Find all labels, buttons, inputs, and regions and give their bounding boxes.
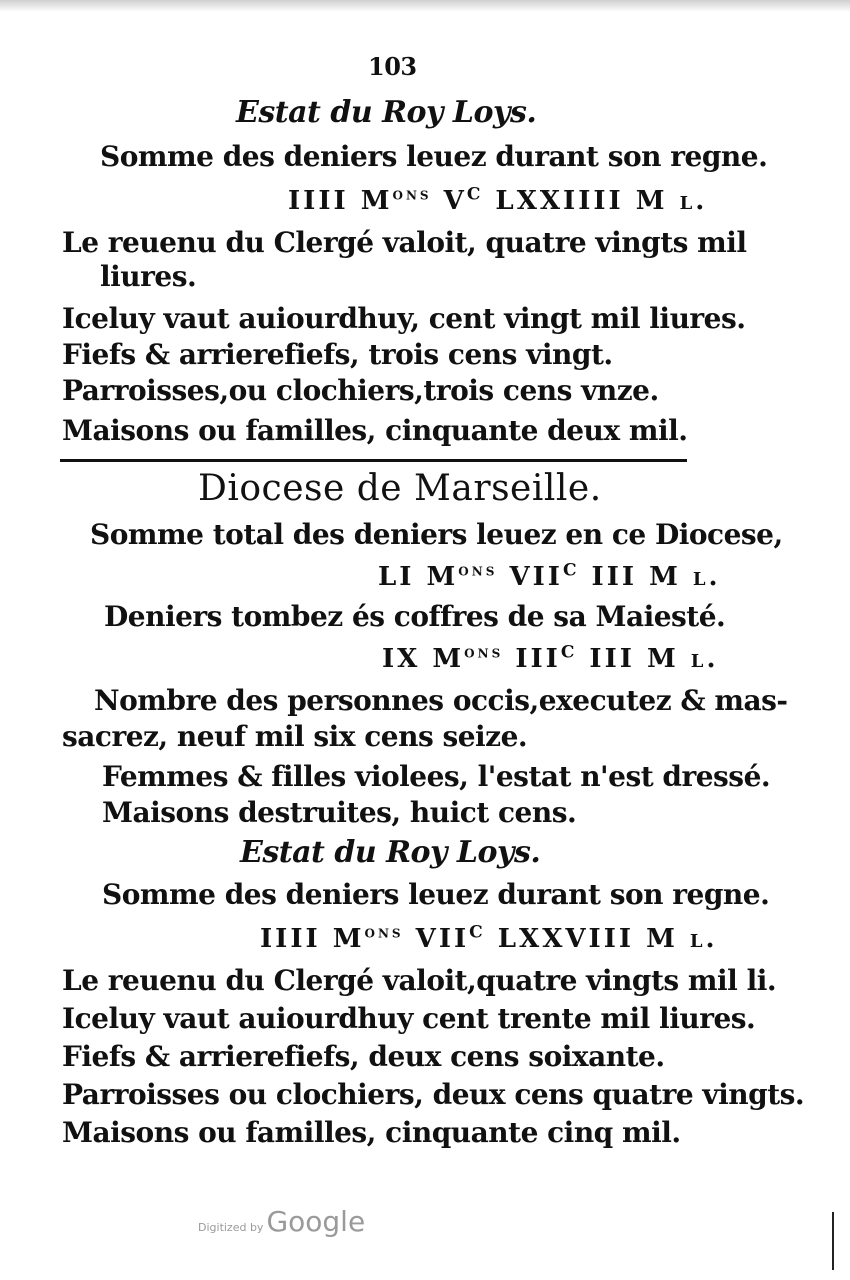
text-line: Fiefs & arrierefiefs, trois cens vingt.	[62, 338, 613, 371]
text-line: Deniers tombez és coffres de sa Maiesté.	[104, 600, 726, 633]
text-line: Somme des deniers leuez durant son regne.	[100, 140, 768, 173]
text-line: Parroisses,ou clochiers,trois cens vnze.	[62, 374, 659, 407]
amount-line: IIII $M^{ons}$ $V^C$ LXXIIII M l.	[288, 184, 708, 216]
text-line: Iceluy vaut auiourdhuy, cent vingt mil liures.	[62, 302, 746, 335]
watermark-prefix: Digitized by	[198, 1221, 264, 1234]
page-edge-mark	[832, 1212, 834, 1270]
text-line: Iceluy vaut auiourdhuy cent trente mil liures.	[62, 1002, 756, 1035]
text-line: Fiefs & arrierefiefs, deux cens soixante.	[62, 1040, 665, 1073]
amount-line: IX $M^{ons}$ $III^C$ III M l.	[382, 642, 719, 674]
page-number: 103	[368, 52, 417, 81]
section-title-roy-loys: Estat du Roy Loys.	[236, 95, 537, 130]
text-line: Nombre des personnes occis,executez & mas-	[94, 684, 788, 717]
amount-line: IIII $M^{ons}$ $VII^C$ LXXVIII M l.	[260, 922, 718, 954]
text-line: Le reuenu du Clergé valoit, quatre vingts mil	[62, 226, 747, 259]
text-line: Somme total des deniers leuez en ce Diocese,	[90, 518, 783, 551]
section-title-roy-loys: Estat du Roy Loys.	[240, 835, 541, 870]
amount-line: LI $M^{ons}$ $VII^C$ III M l.	[378, 560, 721, 592]
text-line: Parroisses ou clochiers, deux cens quatre vingts.	[62, 1078, 805, 1111]
section-divider	[60, 459, 687, 462]
section-title-diocese: Diocese de Marseille.	[198, 468, 602, 509]
text-line: Le reuenu du Clergé valoit,quatre vingts mil li.	[62, 964, 777, 997]
text-line: Maisons ou familles, cinquante cinq mil.	[62, 1116, 681, 1149]
text-line: liures.	[100, 260, 197, 293]
text-line: Maisons destruites, huict cens.	[102, 796, 577, 829]
digitized-watermark	[198, 1205, 365, 1238]
text-line: Somme des deniers leuez durant son regne.	[102, 878, 770, 911]
text-line: Maisons ou familles, cinquante deux mil.	[62, 414, 688, 447]
google-logo: Google	[266, 1205, 366, 1238]
top-edge-shadow	[0, 0, 850, 12]
text-line: Femmes & filles violees, l'estat n'est dressé.	[102, 760, 771, 793]
text-line: sacrez, neuf mil six cens seize.	[62, 720, 528, 753]
